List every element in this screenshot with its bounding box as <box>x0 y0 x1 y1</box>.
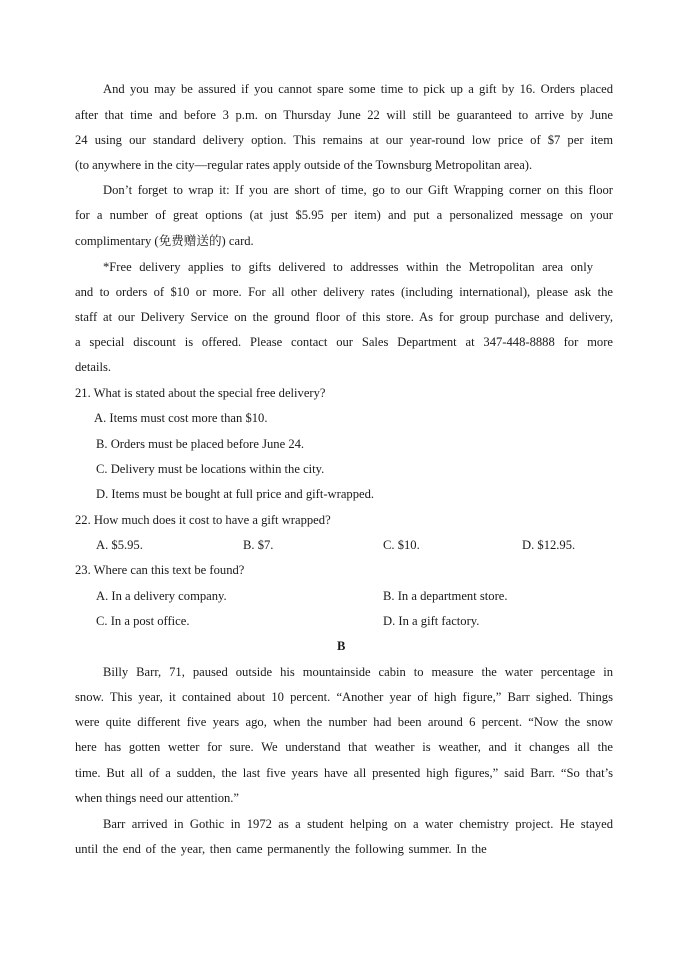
text-line: for a number of great options (at just $5.95 per item) and put a personalized message on your <box>75 208 613 222</box>
text-line: here has gotten wetter for sure. We understand that weather is weather, and it changes all the <box>75 740 613 754</box>
text-line: time. But all of a sudden, the last five years have all presented high figures,” said Barr. “So that’s <box>75 766 613 780</box>
text-line: (to anywhere in the city—regular rates apply outside of the Townsburg Metropolitan area). <box>75 158 533 172</box>
text-line: Don’t forget to wrap it: If you are short of time, go to our Gift Wrapping corner on this floor <box>103 183 613 197</box>
text-line: And you may be assured if you cannot spare some time to pick up a gift by 16. Orders placed <box>103 82 613 96</box>
text-line: when things need our attention.” <box>75 791 240 805</box>
text-line: Barr arrived in Gothic in 1972 as a student helping on a water chemistry project. He stayed <box>103 817 613 831</box>
section-heading-b: B <box>337 639 346 653</box>
text-line: until the end of the year, then came permanently the following summer. In the <box>75 842 487 856</box>
question-stem: 23. Where can this text be found? <box>75 563 245 577</box>
text-line: and to orders of $10 or more. For all other delivery rates (including international), please ask the <box>75 285 613 299</box>
text-line: Billy Barr, 71, paused outside his mountainside cabin to measure the water percentage in <box>103 665 613 679</box>
option-a: A. Items must cost more than $10. <box>94 411 268 425</box>
text-line: were quite different five years ago, when the number had been around 6 percent. “Now the snow <box>75 715 613 729</box>
text-line: a special discount is offered. Please contact our Sales Department at 347-448-8888 for more <box>75 335 613 349</box>
text-line: 24 using our standard delivery option. This remains at our year-round low price of $7 per item <box>75 133 613 147</box>
option-c: C. $10. <box>383 538 420 552</box>
text-line: details. <box>75 360 112 374</box>
text-line: *Free delivery applies to gifts delivered to addresses within the Metropolitan area only <box>103 260 593 274</box>
option-d: D. In a gift factory. <box>383 614 480 628</box>
option-c: C. Delivery must be locations within the city. <box>96 462 325 476</box>
text-line: after that time and before 3 p.m. on Thursday June 22 will still be guaranteed to arrive by June <box>75 108 613 122</box>
option-d: D. $12.95. <box>522 538 576 552</box>
option-d: D. Items must be bought at full price and gift-wrapped. <box>96 487 375 501</box>
question-stem: 21. What is stated about the special free delivery? <box>75 386 326 400</box>
option-a: A. $5.95. <box>96 538 143 552</box>
question-stem: 22. How much does it cost to have a gift wrapped? <box>75 513 331 527</box>
option-b: B. Orders must be placed before June 24. <box>96 437 305 451</box>
text-line: complimentary (免费赠送的) card. <box>75 234 254 248</box>
text-line: staff at our Delivery Service on the ground floor of this store. As for group purchase and delivery, <box>75 310 613 324</box>
option-c: C. In a post office. <box>96 614 190 628</box>
text-line: snow. This year, it contained about 10 percent. “Another year of high figure,” Barr sighed. Things <box>75 690 613 704</box>
option-a: A. In a delivery company. <box>96 589 227 603</box>
option-b: B. $7. <box>243 538 274 552</box>
option-b: B. In a department store. <box>383 589 508 603</box>
